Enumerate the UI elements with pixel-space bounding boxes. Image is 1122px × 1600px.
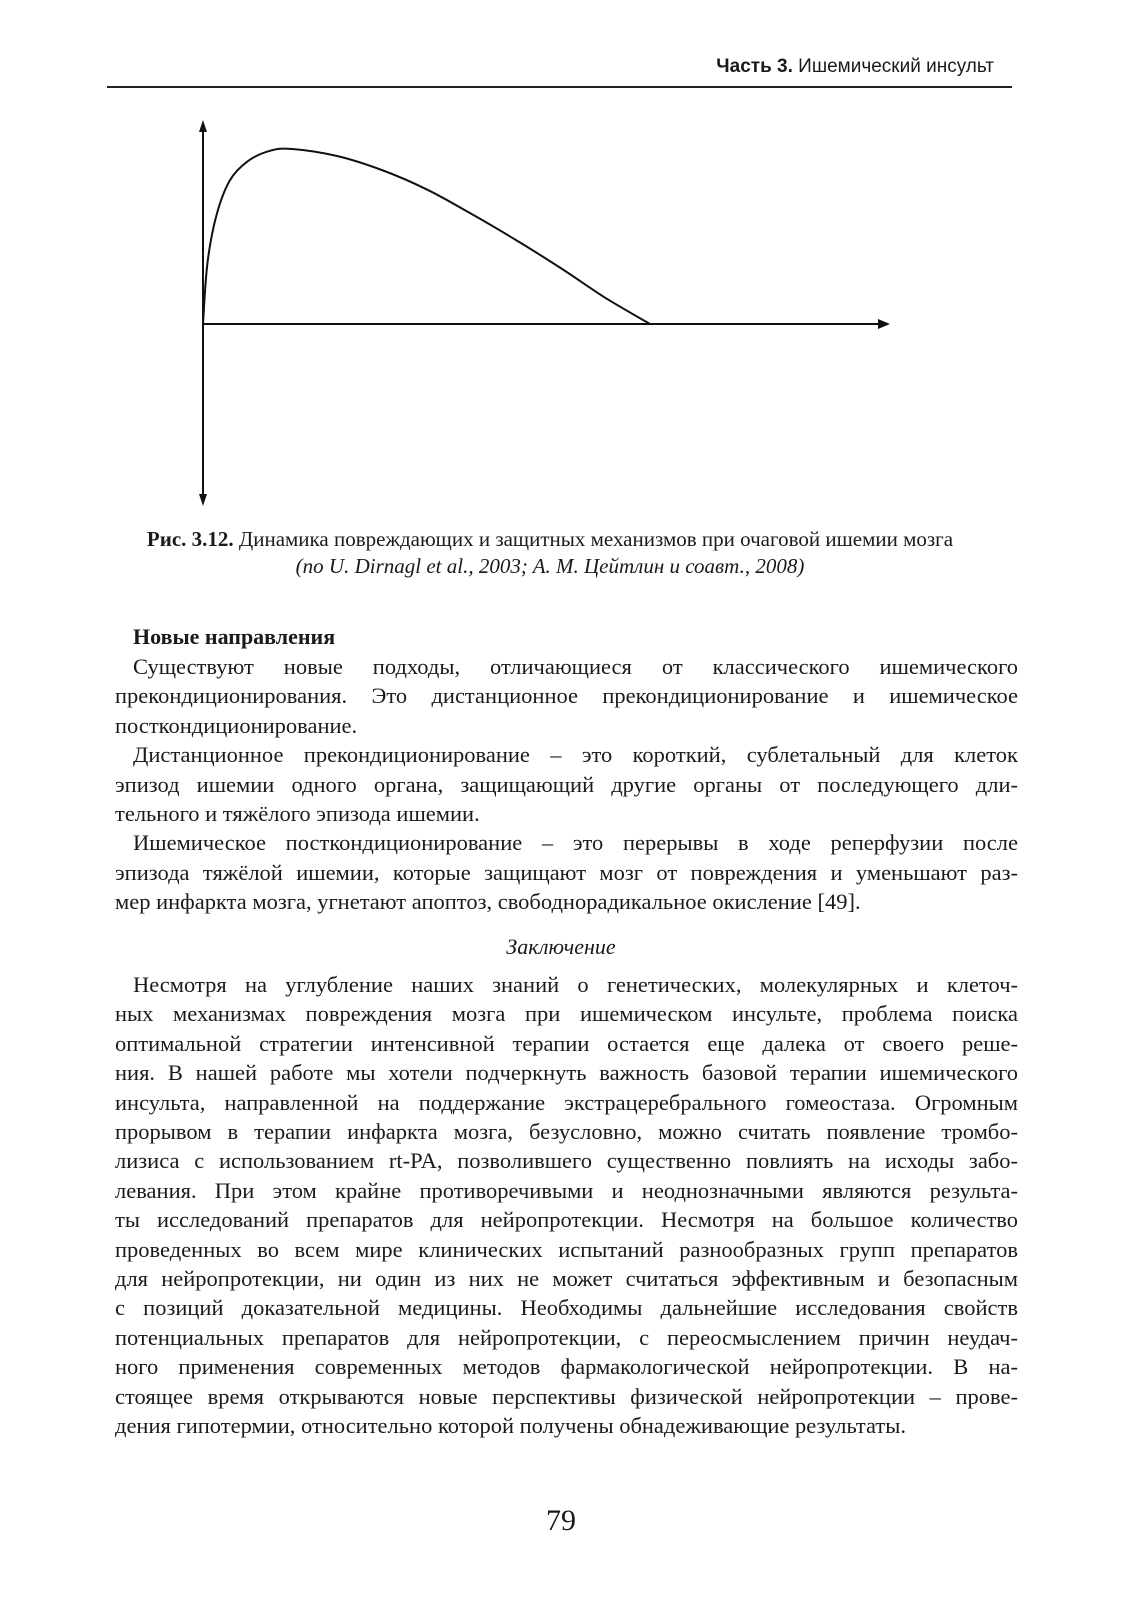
series-layer xyxy=(203,149,650,324)
series-line xyxy=(203,149,650,324)
text-line: ты исследований препаратов для нейропротекции. Несмотря на большое количество xyxy=(115,1207,1018,1233)
text-line: для нейропротекции, ни один из них не может считаться эффективным и безопасным xyxy=(115,1266,1018,1292)
figure-title: Динамика повреждающих и защитных механизмов при очаговой ишемии мозга xyxy=(238,527,954,551)
text-line: мер инфаркта мозга, угнетают апоптоз, свободнорадикальное окисление [49]. xyxy=(115,889,861,915)
paragraph xyxy=(115,652,1018,740)
text-line: прорывом в терапии инфаркта мозга, безусловно, можно считать появление тромбо- xyxy=(115,1119,1018,1145)
header-rule xyxy=(107,86,1012,88)
text-line: дения гипотермии, относительно которой получены обнадеживающие результаты. xyxy=(115,1413,906,1439)
figure-number: Рис. 3.12. xyxy=(146,527,234,551)
text-line: Существуют новые подходы, отличающиеся от классического ишемического xyxy=(133,654,1018,679)
text-line: посткондиционирование. xyxy=(115,712,358,738)
text-line: левания. При этом крайне противоречивыми и неоднозначными являются результа- xyxy=(115,1177,1018,1203)
text-line: потенциальных препаратов для нейропротекции, с переосмыслением причин неудач- xyxy=(115,1324,1018,1350)
text-line: оптимальной стратегии интенсивной терапии остается еще далека от своего реше- xyxy=(115,1030,1018,1056)
running-header-part: Часть 3. xyxy=(716,56,793,77)
section-heading: Новые направления xyxy=(133,624,336,649)
text-line: ния. В нашей работе мы хотели подчеркнуть важность базовой терапии ишемического xyxy=(115,1060,1018,1086)
text-line: Дистанционное прекондиционирование – это короткий, сублетальный для клеток xyxy=(133,742,1018,768)
x-axis-arrow-right xyxy=(878,319,890,329)
conclusion-heading: Заключение xyxy=(506,934,616,959)
text-line: ного применения современных методов фармакологической нейропротекции. В на- xyxy=(115,1354,1018,1380)
text-line: Ишемическое посткондиционирование – это перерывы в ходе реперфузии после xyxy=(133,830,1018,856)
text-line: эпизод ишемии одного органа, защищающий другие органы от последующего дли- xyxy=(115,771,1018,797)
text-line: ных механизмах повреждения мозга при ишемическом инсульте, проблема поиска xyxy=(115,1001,1018,1027)
y-axis-arrow-down xyxy=(199,494,207,506)
caption-line-1 xyxy=(100,526,1000,553)
page-number: 79 xyxy=(546,1504,576,1537)
paragraph xyxy=(115,740,1018,828)
figure-caption xyxy=(100,526,1000,580)
text-line: эпизода тяжёлой ишемии, которые защищают мозг от повреждения и уменьшают раз- xyxy=(115,859,1018,885)
y-axis-arrow-up xyxy=(199,120,207,132)
text-line: проведенных во всем мире клинических испытаний разнообразных групп препаратов xyxy=(115,1236,1018,1262)
section-body xyxy=(115,652,1018,917)
conclusion-body xyxy=(115,970,1018,1441)
running-header xyxy=(716,56,994,78)
text-line: лизиса с использованием rt-PA, позволившего существенно повлиять на исходы забо- xyxy=(115,1148,1018,1174)
text-line: с позиций доказательной медицины. Необходимы дальнейшие исследования свойств xyxy=(115,1295,1018,1321)
text-line: Несмотря на углубление наших знаний о генетических, молекулярных и клеточ- xyxy=(133,972,1018,997)
figure-3-12 xyxy=(190,112,910,512)
chart-svg xyxy=(190,112,910,512)
text-line: тельного и тяжёлого эпизода ишемии. xyxy=(115,801,480,827)
running-header-title: Ишемический инсульт xyxy=(798,56,994,77)
paragraph xyxy=(115,828,1018,916)
text-line: стоящее время открываются новые перспективы физической нейропротекции – прове- xyxy=(115,1383,1018,1409)
text-line: прекондиционирования. Это дистанционное прекондиционирование и ишемическое xyxy=(115,683,1018,709)
text-line: инсульта, направленной на поддержание экстрацеребрального гомеостаза. Огромным xyxy=(115,1089,1018,1115)
figure-source: (по U. Dirnagl et al., 2003; A. M. Цейтлин и соавт., 2008) xyxy=(295,554,805,578)
